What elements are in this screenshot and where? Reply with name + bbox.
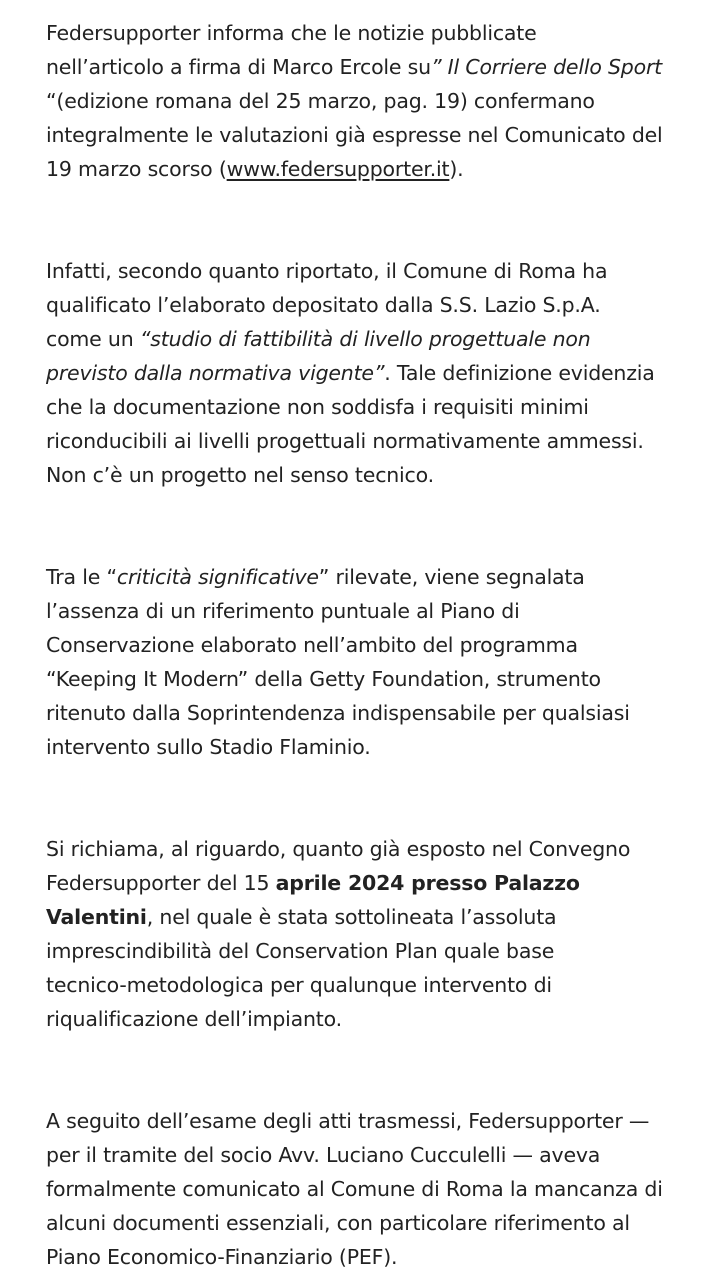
federsupporter-link[interactable]: www.federsupporter.it [226, 157, 450, 181]
text-line: imprescindibilità del Conservation Plan quale base [46, 939, 555, 963]
paragraph-5 [46, 1104, 696, 1274]
text-segment: 19 marzo scorso ( [46, 157, 227, 181]
text-line: riqualificazione dell’impianto. [46, 1007, 342, 1031]
text-line: per il tramite del socio Avv. Luciano Cucculelli — aveva [46, 1143, 601, 1167]
text-line: tecnico-metodologica per qualunque intervento di [46, 973, 552, 997]
text-line: ritenuto dalla Soprintendenza indispensabile per qualsiasi [46, 701, 630, 725]
text-line: Conservazione elaborato nell’ambito del programma [46, 633, 578, 657]
text-line: Federsupporter informa che le notizie pubblicate [46, 21, 537, 45]
text-segment: Tra le “ [46, 565, 117, 589]
quote-text: previsto dalla normativa vigente” [46, 361, 385, 385]
text-line [46, 356, 696, 390]
text-segment: come un [46, 327, 140, 351]
text-segment: ). [449, 157, 464, 181]
text-line: Piano Economico-Finanziario (PEF). [46, 1245, 398, 1269]
text-line: l’assenza di un riferimento puntuale al Piano di [46, 599, 520, 623]
text-line: “(edizione romana del 25 marzo, pag. 19) confermano [46, 89, 595, 113]
quote-text: criticità significative [116, 565, 319, 589]
text-line [46, 50, 696, 84]
text-line: formalmente comunicato al Comune di Roma la mancanza di [46, 1177, 663, 1201]
quote-text: “studio di fattibilità di livello progettuale non [139, 327, 591, 351]
bold-text: Valentini [46, 905, 147, 929]
text-segment: ” rilevate, viene segnalata [318, 565, 585, 589]
text-segment: , nel quale è stata sottolineata l’assoluta [146, 905, 557, 929]
text-line: A seguito dell’esame degli atti trasmessi, Federsupporter — [46, 1109, 650, 1133]
text-line: che la documentazione non soddisfa i requisiti minimi [46, 395, 589, 419]
text-line [46, 866, 696, 900]
newspaper-title: ” Il Corriere dello Sport [430, 55, 663, 79]
bold-text: aprile 2024 presso Palazzo [275, 871, 580, 895]
text-segment: Federsupporter del 15 [46, 871, 276, 895]
text-line [46, 152, 696, 186]
paragraph-3 [46, 560, 696, 764]
text-line: Si richiama, al riguardo, quanto già esposto nel Convegno [46, 837, 631, 861]
text-segment: . Tale definizione evidenzia [384, 361, 655, 385]
text-segment: nell’articolo a firma di Marco Ercole su [46, 55, 431, 79]
text-line: Non c’è un progetto nel senso tecnico. [46, 463, 434, 487]
paragraph-4 [46, 832, 696, 1036]
text-line: alcuni documenti essenziali, con particolare riferimento al [46, 1211, 630, 1235]
article-body [46, 16, 696, 1274]
text-line [46, 900, 696, 934]
text-line [46, 560, 696, 594]
paragraph-1 [46, 16, 696, 186]
text-line: qualificato l’elaborato depositato dalla S.S. Lazio S.p.A. [46, 293, 601, 317]
text-line: intervento sullo Stadio Flaminio. [46, 735, 371, 759]
text-line: “Keeping It Modern” della Getty Foundation, strumento [46, 667, 601, 691]
text-line: Infatti, secondo quanto riportato, il Comune di Roma ha [46, 259, 608, 283]
text-line [46, 322, 696, 356]
text-line: riconducibili ai livelli progettuali normativamente ammessi. [46, 429, 644, 453]
text-line: integralmente le valutazioni già espresse nel Comunicato del [46, 123, 663, 147]
paragraph-2 [46, 254, 696, 492]
